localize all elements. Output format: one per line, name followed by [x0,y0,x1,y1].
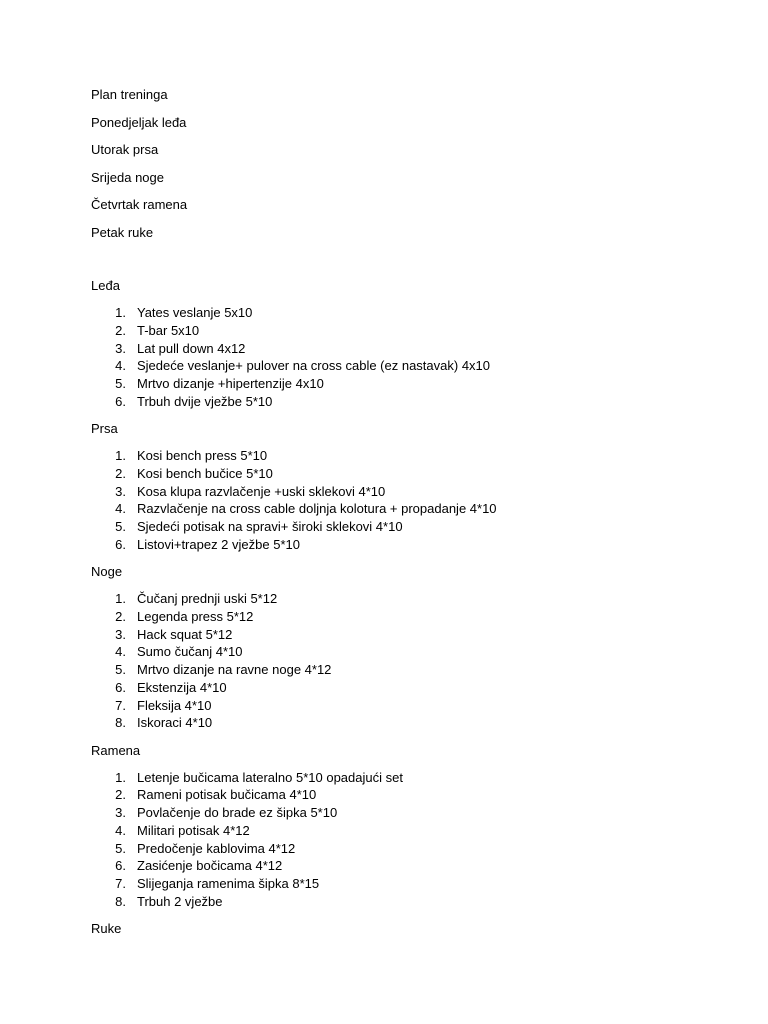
list-text: T-bar 5x10 [137,322,200,338]
list-number: 4. [115,501,126,517]
list-item [91,304,711,322]
list-item [91,483,711,501]
list-item [91,875,711,893]
list-text: Predočenje kablovima 4*12 [137,840,296,856]
day-wednesday: Srijeda noge [91,169,164,185]
plan-title: Plan treninga [91,87,168,102]
list-item [91,447,711,465]
section-heading-back: Leđa [91,278,120,293]
list-number: 3. [115,340,126,356]
list-item [91,500,711,518]
list-number: 2. [115,608,126,624]
list-number: 2. [115,787,126,803]
exercise-list-back [91,304,711,411]
list-number: 5. [115,519,126,534]
list-number: 1. [115,591,126,606]
list-text: Iskoraci 4*10 [137,715,213,731]
list-text: Kosi bench press 5*10 [137,448,268,463]
list-item [91,661,711,679]
list-item [91,840,711,858]
list-item [91,769,711,787]
section-heading-legs: Noge [91,564,123,579]
exercise-list-chest [91,447,711,554]
list-number: 6. [115,679,126,695]
list-text: Mrtvo dizanje na ravne noge 4*12 [137,662,332,677]
list-text: Lat pull down 4x12 [137,340,246,356]
day-thursday: Četvrtak ramena [91,197,188,212]
list-item [91,590,711,608]
list-number: 7. [115,697,126,713]
list-item [91,608,711,626]
list-number: 1. [115,769,126,785]
list-text: Kosa klupa razvlačenje +uski sklekovi 4*10 [137,483,386,499]
list-text: Razvlačenje na cross cable doljnja kolotura + propadanje 4*10 [137,501,497,517]
list-text: Zasićenje bočicama 4*12 [137,858,283,874]
list-number: 5. [115,840,126,856]
list-text: Fleksija 4*10 [137,697,212,713]
list-text: Sumo čučanj 4*10 [137,644,243,660]
list-item [91,536,711,554]
list-number: 3. [115,483,126,499]
list-item [91,340,711,358]
list-number: 6. [115,536,126,552]
exercise-list-shoulders [91,769,711,911]
list-text: Hack squat 5*12 [137,626,233,642]
list-text: Kosi bench bučice 5*10 [137,465,273,481]
list-number: 2. [115,322,126,338]
list-item [91,518,711,536]
day-tuesday: Utorak prsa [91,142,159,157]
section-heading-arms: Ruke [91,921,122,936]
list-text: Militari potisak 4*12 [137,822,250,838]
list-item [91,822,711,840]
list-number: 8. [115,715,126,731]
list-text: Mrtvo dizanje +hipertenzije 4x10 [137,376,324,391]
list-item [91,893,711,911]
list-item [91,393,711,411]
list-item [91,714,711,732]
list-text: Listovi+trapez 2 vježbe 5*10 [137,536,300,552]
list-text: Legenda press 5*12 [137,608,254,624]
list-number: 5. [115,376,126,391]
list-text: Yates veslanje 5x10 [137,305,253,320]
list-text: Sjedeće veslanje+ pulover na cross cable (ez nastavak) 4x10 [137,358,491,374]
list-item [91,465,711,483]
document-body [91,86,711,947]
list-item [91,375,711,393]
list-text: Trbuh 2 vježbe [137,893,223,909]
list-item [91,786,711,804]
list-number: 4. [115,822,126,838]
spacer [91,251,711,277]
list-number: 1. [115,448,126,463]
day-monday: Ponedjeljak leđa [91,114,187,130]
list-number: 3. [115,626,126,642]
list-number: 5. [115,662,126,677]
list-item [91,679,711,697]
list-text: Ekstenzija 4*10 [137,679,227,695]
list-number: 2. [115,465,126,481]
list-number: 7. [115,876,126,891]
list-number: 1. [115,305,126,320]
section-heading-chest: Prsa [91,421,118,436]
list-number: 4. [115,644,126,660]
list-text: Čučanj prednji uski 5*12 [137,591,278,606]
list-text: Letenje bučicama lateralno 5*10 opadajući set [137,769,403,785]
list-text: Povlačenje do brade ez šipka 5*10 [137,805,338,820]
list-item [91,804,711,822]
list-item [91,857,711,875]
list-number: 4. [115,358,126,374]
exercise-list-legs [91,590,711,732]
section-heading-shoulders: Ramena [91,742,141,758]
list-text: Slijeganja ramenima šipka 8*15 [137,876,320,891]
list-number: 3. [115,805,126,820]
list-item [91,357,711,375]
list-text: Rameni potisak bučicama 4*10 [137,787,317,803]
list-text: Sjedeći potisak na spravi+ široki sklekovi 4*10 [137,519,403,534]
list-number: 6. [115,393,126,409]
day-friday: Petak ruke [91,224,154,240]
list-item [91,626,711,644]
list-item [91,322,711,340]
list-number: 6. [115,858,126,874]
list-item [91,643,711,661]
list-text: Trbuh dvije vježbe 5*10 [137,393,273,409]
list-item [91,697,711,715]
list-number: 8. [115,893,126,909]
